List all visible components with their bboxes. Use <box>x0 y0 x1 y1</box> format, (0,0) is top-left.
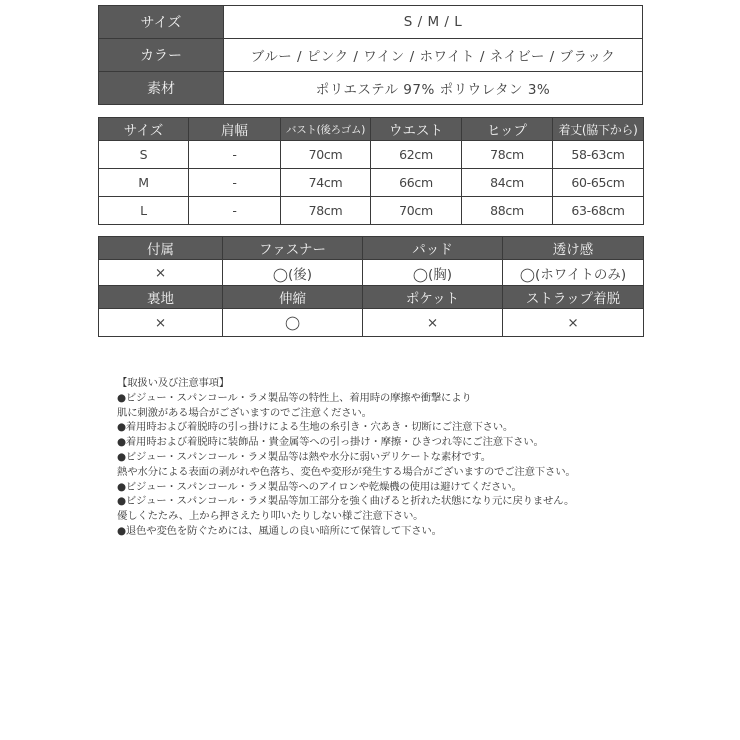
size-header-waist: ウエスト <box>371 118 462 141</box>
size-header-length: 着丈(脇下から) <box>553 118 644 141</box>
spec-value-color: ブルー / ピンク / ワイン / ホワイト / ネイビー / ブラック <box>224 39 643 72</box>
size-row-l <box>99 197 644 225</box>
care-note-line: ●ビジュー・スパンコール・ラメ製品等の特性上、着用時の摩擦や衝撃により <box>117 391 472 404</box>
size-cell: 60-65cm <box>553 169 644 197</box>
feature-value-lining: × <box>99 309 223 337</box>
feature-header-pad: パッド <box>363 237 503 260</box>
feature-header-lining: 裏地 <box>99 286 223 309</box>
feature-value-pad: ◯(胸) <box>363 260 503 286</box>
spec-row-size <box>99 6 643 39</box>
feature-header-accessory: 付属 <box>99 237 223 260</box>
size-cell: S <box>99 141 189 169</box>
care-notes <box>117 376 637 539</box>
size-table <box>98 117 644 225</box>
feature-header-sheerness: 透け感 <box>503 237 644 260</box>
care-note-line: ●ビジュー・スパンコール・ラメ製品等へのアイロンや乾燥機の使用は避けてください。 <box>117 480 522 493</box>
size-header-bust: バスト(後ろゴム) <box>281 118 371 141</box>
spec-value-size: S / M / L <box>224 6 643 39</box>
care-note-line: ●ビジュー・スパンコール・ラメ製品等は熱や水分に弱いデリケートな素材です。 <box>117 450 491 463</box>
feature-table <box>98 236 644 337</box>
size-cell: - <box>189 169 281 197</box>
size-cell: 84cm <box>462 169 553 197</box>
feature-header-row-1 <box>99 237 644 260</box>
care-notes-title: 【取扱い及び注意事項】 <box>117 377 230 389</box>
feature-header-zipper: ファスナー <box>223 237 363 260</box>
size-cell: 88cm <box>462 197 553 225</box>
size-row-m <box>99 169 644 197</box>
feature-header-row-2 <box>99 286 644 309</box>
size-cell: 66cm <box>371 169 462 197</box>
feature-header-pocket: ポケット <box>363 286 503 309</box>
spec-label-color: カラー <box>99 39 224 72</box>
care-note-line: 熱や水分による表面の剥がれや色落ち、変色や変形が発生する場合がございますのでご注意下さい。 <box>117 465 576 478</box>
size-cell: - <box>189 141 281 169</box>
care-note-line: ●退色や変色を防ぐためには、風通しの良い暗所にて保管して下さい。 <box>117 524 442 537</box>
spec-row-material <box>99 72 643 105</box>
feature-value-strap: × <box>503 309 644 337</box>
size-cell: 63-68cm <box>553 197 644 225</box>
size-cell: 74cm <box>281 169 371 197</box>
feature-header-strap: ストラップ着脱 <box>503 286 644 309</box>
spec-table <box>98 5 643 105</box>
size-table-header-row <box>99 118 644 141</box>
care-note-line: ●着用時および着脱時に装飾品・貴金属等への引っ掛け・摩擦・ひきつれ等にご注意下さい。 <box>117 436 544 449</box>
size-cell: 78cm <box>462 141 553 169</box>
size-cell: L <box>99 197 189 225</box>
care-note-line: ●ビジュー・スパンコール・ラメ製品等加工部分を強く曲げると折れた状態になり元に戻りません。 <box>117 495 575 508</box>
size-cell: 70cm <box>371 197 462 225</box>
care-note-line: ●着用時および着脱時の引っ掛けによる生地の糸引き・穴あき・切断にご注意下さい。 <box>117 421 514 434</box>
feature-value-stretch: ◯ <box>223 309 363 337</box>
care-note-line: 優しくたたみ、上から押さえたり叩いたりしない様ご注意下さい。 <box>117 510 424 523</box>
size-cell: 62cm <box>371 141 462 169</box>
feature-value-accessory: × <box>99 260 223 286</box>
size-header-size: サイズ <box>99 118 189 141</box>
size-header-shoulder: 肩幅 <box>189 118 281 141</box>
spec-label-size: サイズ <box>99 6 224 39</box>
feature-value-row-2 <box>99 309 644 337</box>
size-cell: 70cm <box>281 141 371 169</box>
spec-row-color <box>99 39 643 72</box>
feature-value-pocket: × <box>363 309 503 337</box>
size-cell: - <box>189 197 281 225</box>
spec-value-material: ポリエステル 97% ポリウレタン 3% <box>224 72 643 105</box>
size-cell: M <box>99 169 189 197</box>
feature-header-stretch: 伸縮 <box>223 286 363 309</box>
size-row-s <box>99 141 644 169</box>
spec-label-material: 素材 <box>99 72 224 105</box>
size-cell: 78cm <box>281 197 371 225</box>
feature-value-sheerness: ◯(ホワイトのみ) <box>503 260 644 286</box>
feature-value-row-1 <box>99 260 644 286</box>
care-note-line: 肌に刺激がある場合がございますのでご注意ください。 <box>117 406 372 419</box>
size-header-hip: ヒップ <box>462 118 553 141</box>
size-cell: 58-63cm <box>553 141 644 169</box>
feature-value-zipper: ◯(後) <box>223 260 363 286</box>
